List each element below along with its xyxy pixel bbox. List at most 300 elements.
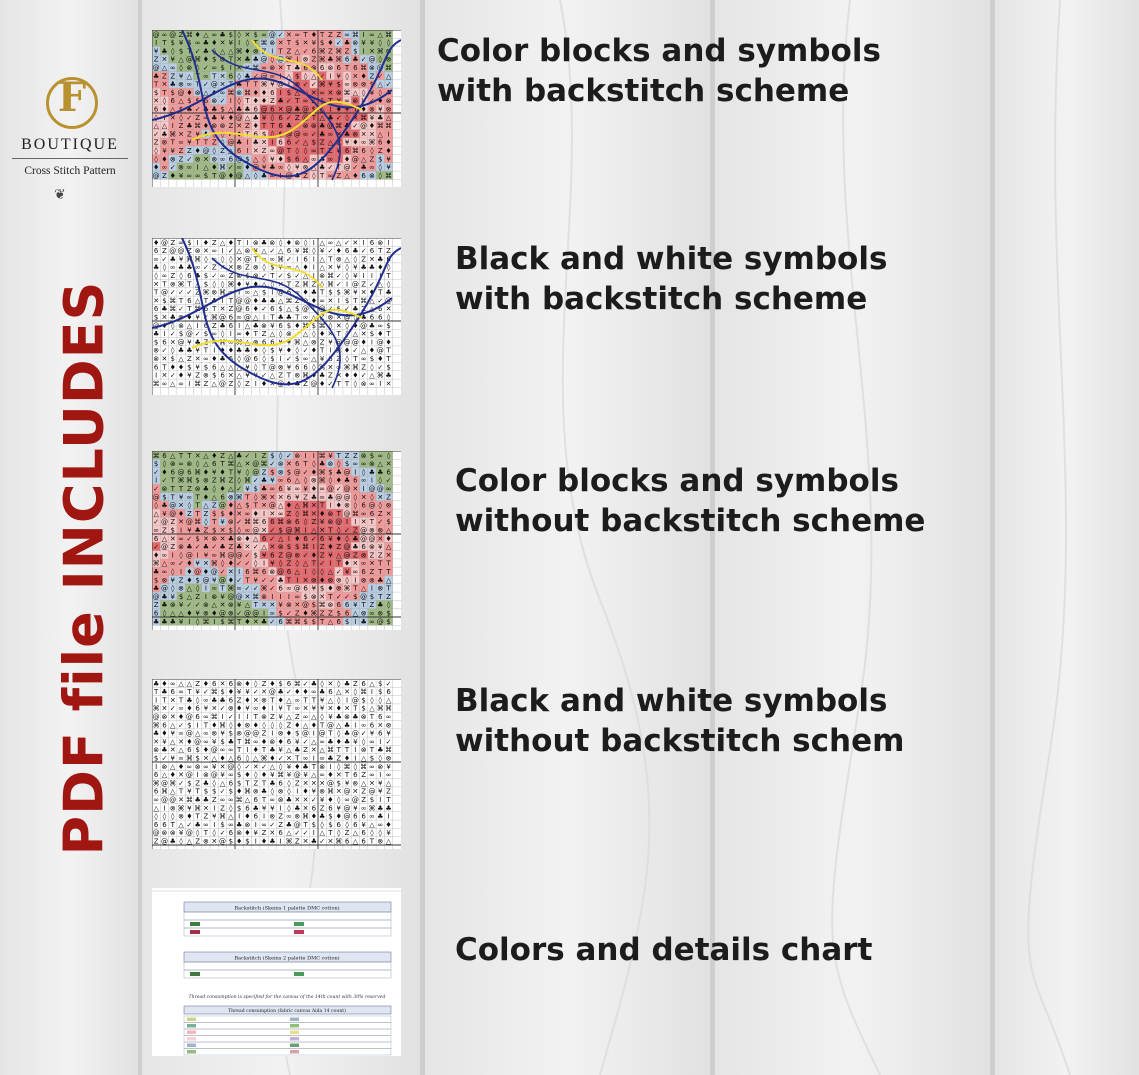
svg-text:¥: ¥ [212, 812, 217, 821]
svg-text:◊: ◊ [337, 460, 341, 469]
svg-text:T: T [286, 64, 292, 72]
svg-text:♣: ♣ [343, 122, 351, 131]
svg-text:$: $ [344, 296, 350, 305]
svg-text:◊: ◊ [337, 679, 341, 688]
svg-text:∞: ∞ [236, 313, 243, 322]
svg-text:♦: ♦ [319, 576, 326, 585]
svg-text:⊗: ⊗ [169, 280, 176, 289]
svg-text:◊: ◊ [195, 696, 200, 705]
svg-text:6: 6 [187, 296, 192, 305]
svg-text:⊗: ⊗ [169, 601, 176, 610]
svg-text:Z: Z [377, 551, 383, 560]
stitch-grid [152, 679, 401, 849]
svg-text:◊: ◊ [229, 255, 233, 264]
svg-text:Z: Z [253, 779, 259, 788]
svg-text:∞: ∞ [252, 704, 259, 713]
svg-text:◊: ◊ [278, 238, 283, 247]
svg-text:Z: Z [153, 601, 159, 610]
svg-text:⌘: ⌘ [194, 255, 202, 264]
svg-text:¥: ¥ [328, 713, 333, 721]
svg-text:$: $ [212, 509, 217, 518]
svg-text:♣: ♣ [343, 476, 351, 485]
svg-text:¥: ¥ [336, 72, 341, 81]
svg-text:Z: Z [294, 296, 300, 305]
svg-text:◊: ◊ [345, 272, 349, 280]
svg-text:I: I [238, 713, 241, 721]
svg-text:✕: ✕ [360, 330, 367, 339]
svg-text:✕: ✕ [244, 592, 251, 601]
svg-text:Z: Z [186, 509, 192, 518]
svg-text:Z: Z [186, 485, 192, 493]
svg-text:Z: Z [186, 130, 192, 139]
svg-text:6: 6 [386, 688, 391, 697]
svg-text:⊗: ⊗ [269, 39, 276, 48]
svg-text:¥: ¥ [178, 255, 184, 264]
svg-text:$: $ [278, 679, 283, 688]
svg-text:@: @ [376, 346, 384, 355]
svg-text:I: I [296, 255, 299, 264]
svg-text:6: 6 [344, 147, 350, 155]
svg-text:Z: Z [303, 171, 308, 180]
svg-text:6: 6 [353, 64, 358, 72]
svg-text:¥: ¥ [170, 576, 175, 585]
svg-text:∞: ∞ [227, 796, 234, 804]
svg-text:6: 6 [236, 147, 242, 155]
svg-text:@: @ [219, 609, 227, 618]
svg-text:△: △ [219, 47, 226, 56]
svg-text:Z: Z [228, 543, 234, 552]
svg-text:Z: Z [361, 787, 367, 796]
svg-text:¥: ¥ [212, 737, 217, 746]
svg-text:$: $ [303, 592, 308, 601]
svg-text:Z: Z [211, 238, 217, 247]
svg-text:⊗: ⊗ [327, 576, 334, 585]
svg-text:@: @ [210, 746, 218, 755]
svg-text:∞: ∞ [161, 379, 168, 388]
svg-text:◊: ◊ [278, 330, 283, 339]
svg-text:♣: ♣ [277, 576, 284, 585]
svg-text:⌘: ⌘ [252, 518, 260, 527]
svg-text:✓: ✓ [310, 80, 317, 89]
svg-text:♦: ♦ [211, 163, 218, 172]
svg-text:T: T [162, 39, 167, 48]
svg-text:T: T [278, 47, 283, 56]
svg-text:6: 6 [278, 113, 283, 122]
svg-text:∞: ∞ [153, 255, 160, 264]
svg-text:Z: Z [228, 305, 234, 314]
svg-text:$: $ [203, 171, 209, 180]
svg-text:♣: ♣ [219, 355, 226, 363]
svg-text:I: I [196, 238, 199, 247]
svg-text:⊗: ⊗ [227, 601, 234, 610]
svg-text:T: T [253, 255, 258, 264]
svg-text:@: @ [243, 729, 251, 738]
svg-text:@: @ [343, 787, 351, 796]
svg-text:♦: ♦ [385, 534, 392, 543]
svg-text:I: I [312, 451, 315, 460]
svg-text:△: △ [327, 568, 334, 576]
svg-text:⌘: ⌘ [227, 617, 235, 626]
svg-text:⌘: ⌘ [318, 363, 326, 372]
svg-text:✕: ✕ [327, 704, 334, 713]
svg-text:⌘: ⌘ [210, 688, 218, 697]
svg-text:⌘: ⌘ [219, 551, 227, 560]
svg-text:✓: ✓ [269, 460, 276, 469]
svg-text:6: 6 [344, 609, 350, 618]
svg-text:◊: ◊ [254, 771, 258, 780]
svg-text:✕: ✕ [310, 746, 317, 755]
svg-text:△: △ [178, 355, 184, 363]
svg-text:∞: ∞ [161, 30, 168, 39]
svg-text:@: @ [160, 238, 168, 247]
svg-text:⌘: ⌘ [260, 584, 268, 593]
svg-text:Z: Z [311, 55, 317, 64]
svg-text:⌘: ⌘ [260, 754, 268, 763]
svg-text:✕: ✕ [169, 746, 176, 755]
svg-text:@: @ [277, 568, 285, 576]
svg-text:T: T [353, 584, 358, 593]
svg-text:¥: ¥ [253, 247, 258, 256]
svg-text:✕: ✕ [203, 559, 209, 568]
svg-text:∞: ∞ [319, 88, 326, 97]
svg-text:♦: ♦ [327, 771, 334, 780]
svg-text:♣: ♣ [186, 346, 193, 355]
svg-text:$: $ [170, 88, 175, 97]
svg-text:✓: ✓ [269, 247, 276, 256]
svg-text:I: I [221, 247, 224, 256]
svg-text:⊗: ⊗ [344, 501, 350, 510]
svg-text:⌘: ⌘ [335, 346, 343, 355]
svg-text:6: 6 [253, 355, 258, 363]
svg-text:I: I [163, 330, 166, 339]
svg-text:✕: ✕ [369, 47, 375, 56]
svg-text:T: T [195, 493, 200, 502]
svg-text:♦: ♦ [244, 47, 251, 56]
svg-text:✕: ✕ [352, 559, 359, 568]
svg-text:⌘: ⌘ [302, 280, 310, 289]
svg-text:♣: ♣ [294, 64, 301, 72]
svg-text:¥: ¥ [170, 729, 175, 738]
svg-text:@: @ [285, 105, 293, 114]
svg-text:@: @ [185, 713, 193, 721]
svg-text:△: △ [286, 829, 292, 838]
svg-text:♦: ♦ [194, 147, 201, 155]
svg-text:6: 6 [261, 568, 267, 576]
svg-text:⌘: ⌘ [235, 47, 243, 56]
svg-text:$: $ [311, 601, 317, 610]
svg-text:I: I [163, 113, 166, 122]
svg-text:♣: ♣ [277, 313, 284, 322]
svg-text:I: I [213, 820, 216, 829]
svg-text:¥: ¥ [170, 592, 175, 601]
svg-text:♦: ♦ [244, 679, 251, 688]
svg-text:♦: ♦ [335, 105, 342, 114]
svg-text:◊: ◊ [171, 346, 175, 355]
svg-text:T: T [187, 305, 192, 314]
svg-text:⊗: ⊗ [310, 64, 317, 72]
svg-text:∞: ∞ [302, 97, 309, 106]
svg-text:$: $ [203, 787, 209, 796]
svg-text:Z: Z [195, 371, 201, 380]
svg-text:$: $ [270, 263, 275, 272]
svg-text:⊗: ⊗ [294, 80, 301, 89]
svg-text:♣: ♣ [319, 155, 326, 164]
svg-text:$: $ [336, 288, 341, 297]
svg-text:◊: ◊ [320, 820, 324, 829]
svg-text:Z: Z [352, 526, 358, 535]
svg-text:♦: ♦ [302, 263, 309, 272]
svg-text:Z: Z [186, 355, 192, 363]
svg-text:△: △ [385, 696, 392, 705]
svg-text:Z: Z [178, 147, 184, 155]
svg-text:∞: ∞ [377, 820, 384, 829]
stitch-grid [152, 238, 401, 395]
svg-text:@: @ [343, 509, 351, 518]
svg-text:◊: ◊ [353, 501, 358, 510]
svg-text:⊗: ⊗ [227, 704, 234, 713]
svg-text:✓: ✓ [377, 72, 384, 81]
svg-text:I: I [246, 138, 249, 147]
svg-text:I: I [196, 163, 199, 172]
svg-text:✕: ✕ [252, 617, 259, 626]
svg-text:∞: ∞ [286, 263, 292, 272]
svg-text:⌘: ⌘ [302, 501, 310, 510]
svg-text:⊗: ⊗ [377, 526, 384, 535]
svg-text:✓: ✓ [286, 355, 292, 363]
svg-text:@: @ [243, 313, 251, 322]
svg-text:✓: ✓ [178, 779, 184, 788]
svg-text:⊗: ⊗ [161, 713, 168, 721]
svg-text:∞: ∞ [236, 330, 243, 339]
svg-text:✕: ✕ [319, 779, 326, 788]
svg-text:✓: ✓ [294, 122, 301, 131]
svg-text:⌘: ⌘ [152, 779, 160, 788]
svg-text:✕: ✕ [219, 72, 226, 81]
svg-text:T: T [270, 122, 275, 131]
svg-text:@: @ [152, 171, 160, 180]
svg-text:✓: ✓ [203, 263, 209, 272]
svg-text:✓: ✓ [203, 64, 209, 72]
svg-text:△: △ [302, 330, 309, 339]
svg-text:⊗: ⊗ [277, 363, 284, 372]
svg-text:I: I [329, 559, 332, 568]
svg-text:Z: Z [211, 263, 217, 272]
svg-text:$: $ [336, 779, 341, 788]
svg-text:@: @ [302, 601, 310, 610]
svg-text:$: $ [261, 130, 267, 139]
svg-text:$: $ [195, 576, 200, 585]
svg-text:∞: ∞ [211, 64, 218, 72]
svg-text:I: I [346, 518, 349, 527]
svg-text:∞: ∞ [161, 568, 168, 576]
svg-text:♣: ♣ [219, 696, 226, 705]
svg-text:♣: ♣ [360, 617, 367, 626]
svg-text:⊗: ⊗ [236, 729, 243, 738]
svg-text:✕: ✕ [203, 534, 209, 543]
item-label-2: Black and white symbols with backstitch scheme [455, 241, 888, 317]
svg-text:¥: ¥ [195, 363, 200, 372]
svg-text:⌘: ⌘ [210, 313, 218, 322]
svg-text:⊗: ⊗ [369, 105, 375, 114]
svg-text:◊: ◊ [162, 97, 167, 106]
svg-text:◊: ◊ [162, 263, 167, 272]
svg-text:@: @ [260, 105, 268, 114]
svg-text:@: @ [252, 729, 260, 738]
svg-text:♣: ♣ [211, 105, 218, 114]
svg-text:◊: ◊ [337, 696, 341, 705]
svg-text:¥: ¥ [386, 155, 391, 164]
svg-text:♣: ♣ [202, 796, 210, 804]
svg-text:♦: ♦ [352, 371, 359, 380]
svg-text:⌘: ⌘ [252, 592, 260, 601]
svg-text:⌘: ⌘ [318, 321, 326, 330]
svg-text:@: @ [210, 80, 218, 89]
svg-text:♦: ♦ [310, 812, 317, 821]
svg-text:✕: ✕ [335, 130, 342, 139]
svg-text:⌘: ⌘ [219, 721, 227, 730]
svg-text:¥: ¥ [378, 779, 383, 788]
svg-text:♦: ♦ [236, 837, 243, 846]
svg-text:@: @ [219, 379, 227, 388]
svg-text:¥: ¥ [195, 559, 200, 568]
svg-text:Z: Z [377, 147, 383, 155]
svg-text:✕: ✕ [302, 796, 309, 804]
svg-text:◊: ◊ [229, 804, 233, 813]
svg-text:@: @ [343, 493, 351, 502]
svg-text:⊗: ⊗ [203, 601, 209, 610]
svg-text:T: T [311, 559, 316, 568]
svg-text:✕: ✕ [244, 30, 251, 39]
svg-text:♦: ♦ [186, 812, 193, 821]
svg-text:¥: ¥ [278, 338, 283, 347]
svg-text:Z: Z [278, 551, 284, 560]
svg-text:⊗: ⊗ [327, 64, 334, 72]
svg-text:✓: ✓ [244, 559, 251, 568]
svg-text:△: △ [211, 754, 217, 763]
svg-text:✓: ✓ [269, 576, 276, 585]
svg-text:△: △ [369, 679, 375, 688]
svg-text:I: I [254, 451, 257, 460]
svg-text:△: △ [360, 584, 367, 593]
svg-text:◊: ◊ [212, 47, 216, 56]
svg-text:♣: ♣ [161, 592, 168, 601]
svg-text:◊: ◊ [353, 762, 358, 771]
svg-text:$: $ [295, 355, 300, 363]
svg-text:∞: ∞ [277, 476, 284, 485]
svg-text:△: △ [186, 72, 193, 81]
svg-text:$: $ [311, 105, 317, 114]
svg-text:I: I [246, 713, 249, 721]
svg-text:6: 6 [278, 122, 283, 131]
svg-text:⊗: ⊗ [377, 609, 384, 618]
svg-text:6: 6 [295, 460, 300, 469]
svg-text:✓: ✓ [211, 543, 218, 552]
svg-text:♦: ♦ [277, 737, 284, 746]
svg-text:✓: ✓ [194, 543, 201, 552]
svg-text:∞: ∞ [161, 551, 168, 560]
svg-text:T: T [386, 584, 391, 593]
svg-text:6: 6 [361, 501, 366, 510]
svg-text:⊗: ⊗ [360, 713, 367, 721]
svg-text:◊: ◊ [262, 346, 266, 355]
svg-text:♦: ♦ [335, 476, 342, 485]
svg-text:⊗: ⊗ [269, 568, 276, 576]
svg-text:6: 6 [344, 247, 350, 256]
svg-text:6: 6 [361, 171, 366, 180]
svg-text:∞: ∞ [161, 163, 168, 172]
svg-text:△: △ [286, 746, 292, 755]
svg-text:⊗: ⊗ [161, 138, 168, 147]
svg-text:6: 6 [170, 97, 175, 106]
svg-text:♣: ♣ [244, 105, 251, 114]
svg-text:¥: ¥ [245, 688, 250, 697]
svg-text:∞: ∞ [211, 584, 218, 593]
svg-text:⊗: ⊗ [360, 80, 367, 89]
svg-text:△: △ [352, 829, 359, 838]
svg-text:I: I [271, 729, 274, 738]
svg-text:Z: Z [386, 493, 391, 502]
svg-text:$: $ [212, 371, 217, 380]
svg-text:⊗: ⊗ [169, 804, 176, 813]
svg-text:△: △ [228, 485, 234, 493]
svg-text:△: △ [319, 255, 325, 264]
svg-text:6: 6 [344, 55, 350, 64]
svg-text:@: @ [227, 762, 235, 771]
svg-text:I: I [387, 130, 390, 139]
svg-text:⌘: ⌘ [335, 55, 343, 64]
svg-text:∞: ∞ [178, 238, 184, 247]
svg-text:I: I [263, 509, 266, 518]
svg-text:Z: Z [319, 609, 325, 618]
svg-text:✓: ✓ [252, 543, 259, 552]
svg-text:⊗: ⊗ [252, 338, 259, 347]
svg-text:6: 6 [378, 729, 383, 738]
svg-text:T: T [261, 796, 267, 804]
svg-text:@: @ [277, 55, 285, 64]
svg-text:♣: ♣ [227, 737, 234, 746]
svg-text:@: @ [219, 313, 227, 322]
svg-text:6: 6 [270, 305, 275, 314]
svg-text:⊗: ⊗ [211, 534, 218, 543]
svg-text:♦: ♦ [169, 363, 176, 372]
svg-text:Z: Z [344, 829, 350, 838]
svg-text:@: @ [360, 534, 368, 543]
svg-text:◊: ◊ [154, 501, 158, 510]
svg-text:◊: ◊ [262, 355, 266, 363]
svg-text:⊗: ⊗ [244, 721, 251, 730]
svg-text:6: 6 [278, 617, 283, 626]
svg-text:△: △ [302, 559, 309, 568]
svg-text:I: I [370, 688, 373, 697]
svg-text:△: △ [277, 247, 284, 256]
svg-text:@: @ [235, 305, 243, 314]
svg-text:∞: ∞ [294, 696, 301, 705]
svg-text:$: $ [253, 30, 258, 39]
svg-text:T: T [270, 313, 275, 322]
svg-text:Z: Z [153, 837, 159, 846]
svg-text:I: I [379, 272, 382, 280]
svg-text:∞: ∞ [385, 771, 392, 780]
svg-text:T: T [237, 288, 242, 297]
svg-text:6: 6 [328, 355, 333, 363]
svg-text:$: $ [153, 460, 159, 469]
svg-text:⌘: ⌘ [243, 737, 251, 746]
svg-text:♣: ♣ [236, 451, 243, 460]
svg-text:♣: ♣ [269, 779, 276, 788]
svg-text:△: △ [344, 255, 350, 264]
svg-text:✓: ✓ [344, 305, 350, 314]
svg-text:♣: ♣ [244, 55, 251, 64]
